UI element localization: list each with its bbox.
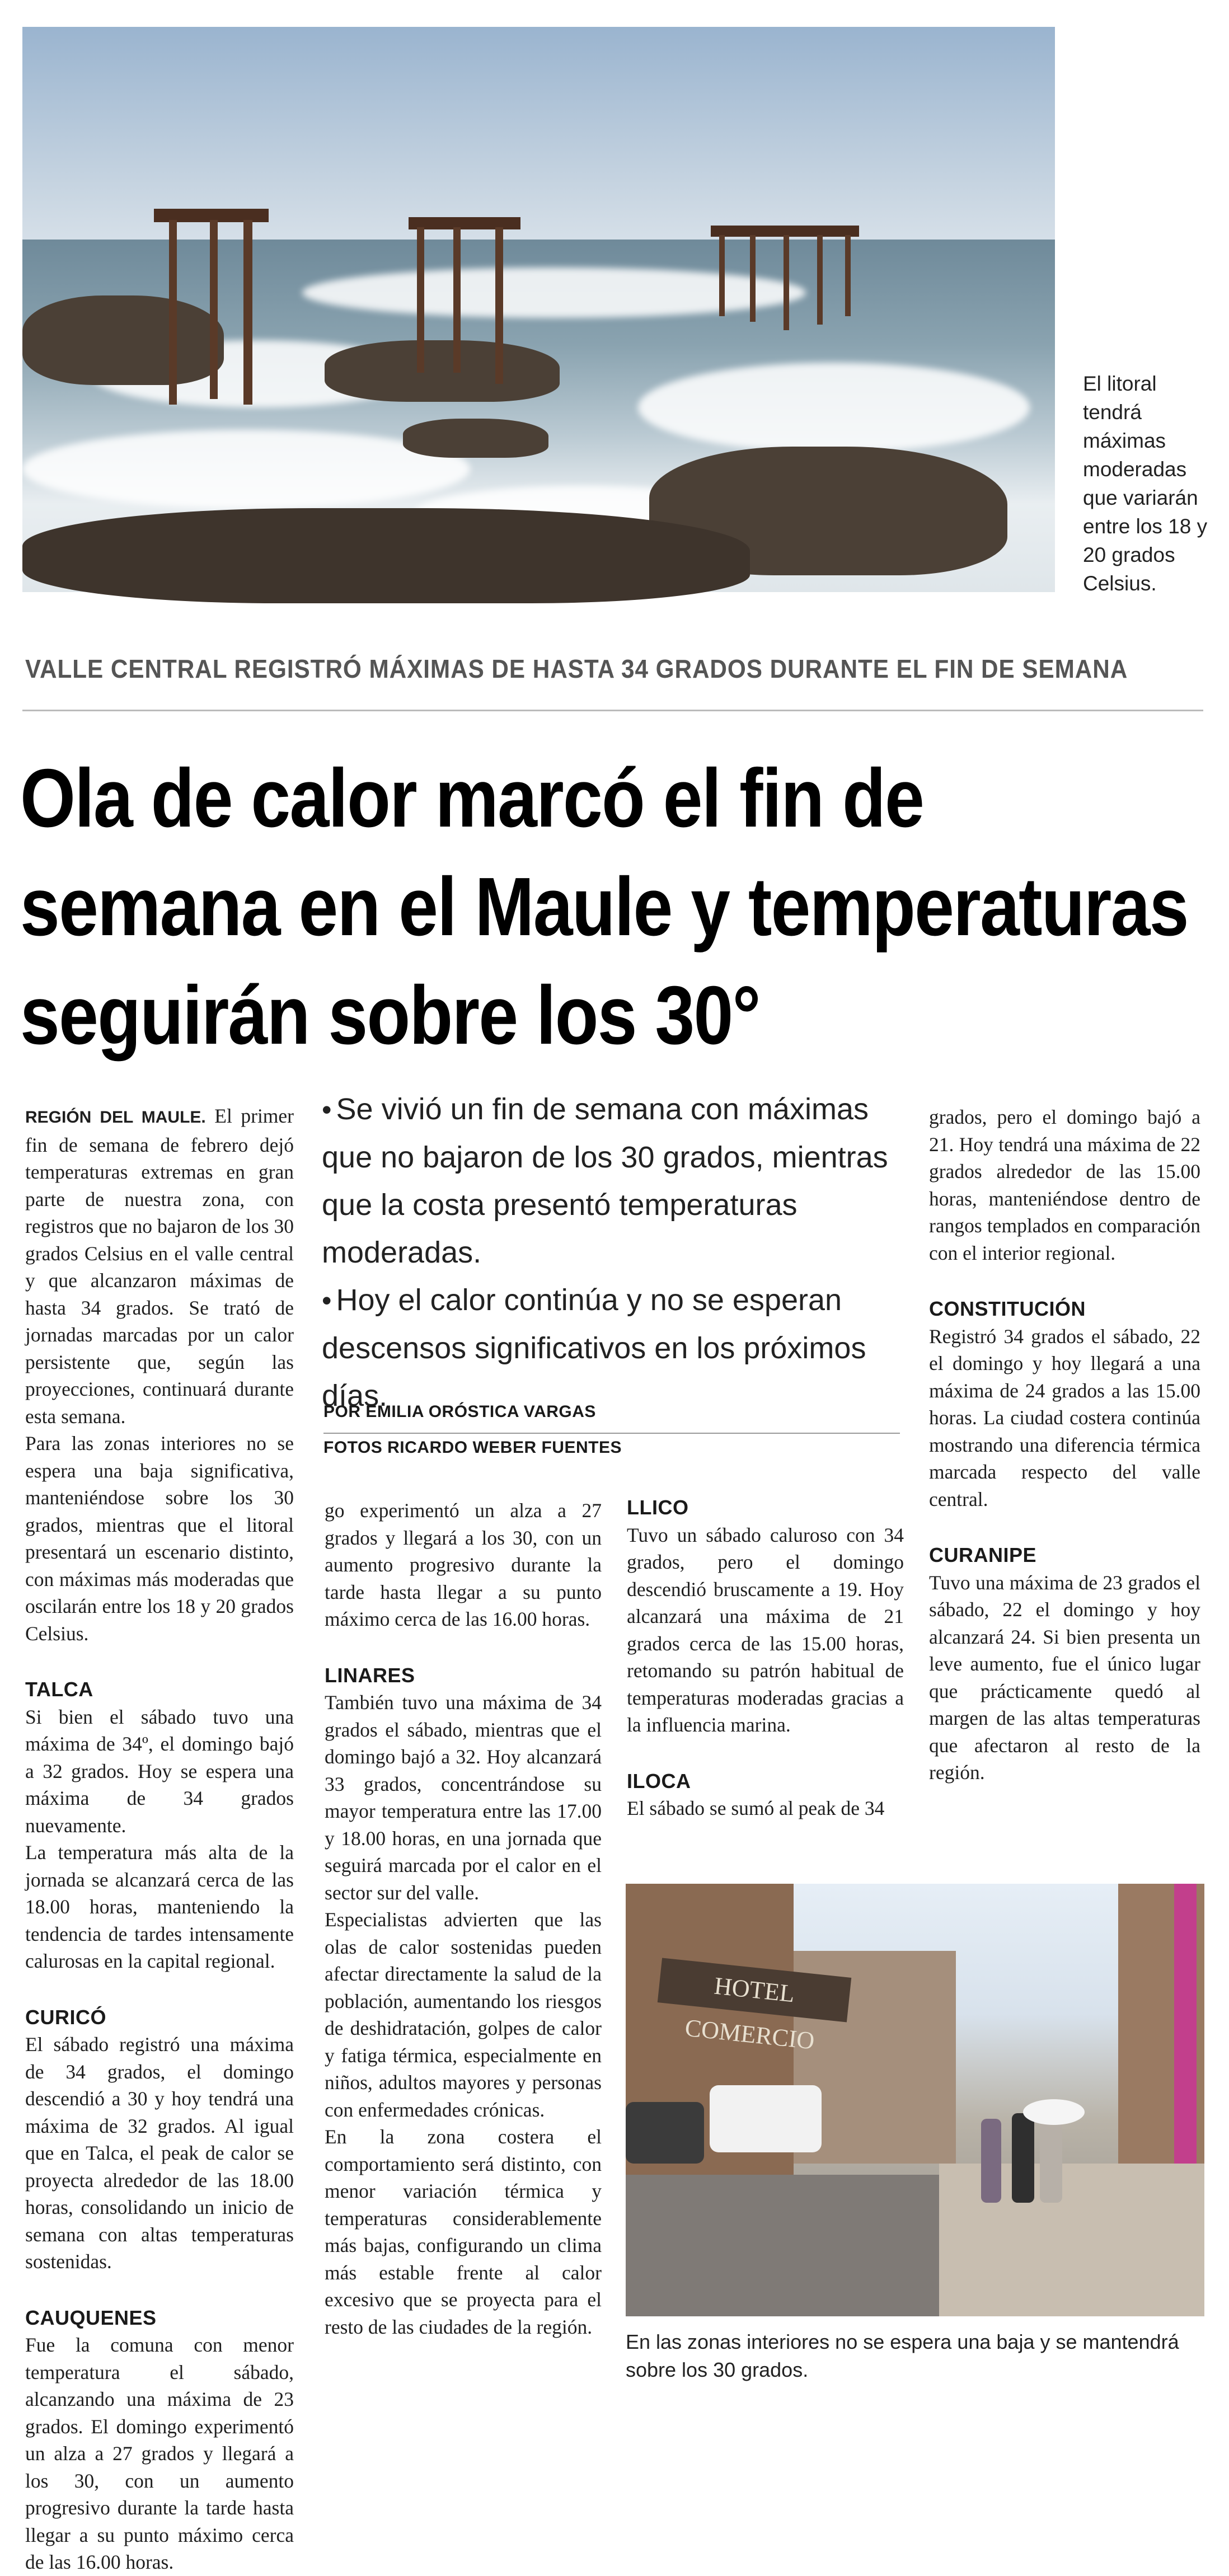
hotel-sign: HOTEL COMERCIO — [658, 1958, 851, 2022]
divider — [22, 710, 1203, 711]
section-title-curanipe: CURANIPE — [929, 1543, 1037, 1566]
section-title-llico: LLICO — [627, 1496, 689, 1519]
kicker: VALLE CENTRAL REGISTRÓ MÁXIMAS DE HASTA 34 GRADOS DURANTE EL FIN DE SEMANA — [25, 654, 1128, 683]
byline-author: POR EMILIA ORÓSTICA VARGAS — [323, 1402, 596, 1421]
section-title-constitucion: CONSTITUCIÓN — [929, 1297, 1086, 1320]
headline-line-1: Ola de calor marcó el fin de — [20, 752, 924, 844]
paragraph-continued: go experimentó un alza a 27 grados y llegará a los 30, con un aumento progresivo durante la tarde hasta llegar a su punto máximo cerca de las 16.00 horas. — [325, 1499, 602, 1630]
paragraph: También tuvo una máxima de 34 grados el sábado, mientras que el domingo bajó a 32. Hoy alcanzará 33 grados, concentrándose su mayor temperatura entre las 17.00 y 18.00 horas, en una jornada que seguirá marcada por el calor en el sector sur del valle. — [325, 1691, 602, 1904]
paragraph: Registró 34 grados el sábado, 22 el domingo y hoy llegará a una máxima de 24 grados a las 15.00 horas. La ciudad costera continúa mostrando una diferencia térmica marcada respecto del valle central. — [929, 1325, 1200, 1510]
paragraph: Tuvo una máxima de 23 grados el sábado, 22 el domingo y hoy alcanzará 24. Si bien presenta un leve aumento, fue el único lugar que prácticamente quedó al margen de las altas temperaturas que afectaron al resto de la región. — [929, 1571, 1200, 1784]
headline-line-2: semana en el Maule y temperaturas — [20, 861, 1188, 953]
paragraph: En la zona costera el comportamiento será distinto, con menor variación térmica y temperaturas considerablemente más bajas, configurando un clima más estable frente al calor excesivo que se proyecta para el resto de las ciudades de la región. — [325, 2125, 602, 2338]
paragraph: Si bien el sábado tuvo una máxima de 34º, el domingo bajó a 32 grados. Hoy se espera una máxima de 34 grados nuevamente. — [25, 1705, 294, 1837]
bullet-item: • Hoy el calor continúa y no se esperan descensos significativos en los próximos días. — [322, 1283, 866, 1413]
article-column-4 — [929, 1104, 1200, 1786]
paragraph: La temperatura más alta de la jornada se alcanzará cerca de las 18.00 horas, manteniendo la tendencia de tardes intensamente calurosas en la capital regional. — [25, 1841, 294, 1972]
section-title-curico: CURICÓ — [25, 2005, 106, 2029]
paragraph: El sábado registró una máxima de 34 grados, el domingo descendió a 30 y hoy tendrá una máxima de 32 grados. Al igual que en Talca, el peak de calor se proyecta alrededor de las 18.00 horas, consolidando un inicio de semana con altas temperaturas sostenidas. — [25, 2033, 294, 2273]
section-title-linares: LINARES — [325, 1663, 415, 1687]
photo-coastal-pier — [22, 27, 1055, 592]
article-column-3 — [627, 1494, 904, 1822]
summary-bullets — [322, 1086, 904, 1420]
article-column-2 — [325, 1497, 602, 2340]
paragraph: El sábado se sumó al peak de 34 — [627, 1797, 885, 1819]
lead-text: El primer fin de semana de febrero dejó temperaturas extremas en gran parte de nuestra zona, con registros que no bajaron de los 30 grados Celsius en el valle central y que alcanzaron máximas de hasta 34 grados. Se trató de jornadas marcadas por un calor persistente que, según las proyecciones, continuará durante esta semana. — [25, 1105, 294, 1428]
paragraph-continued: grados, pero el domingo bajó a 21. Hoy tendrá una máxima de 22 grados alrededor de las 15.00 horas, manteniéndose dentro de rangos templados en comparación con el interior regional. — [929, 1106, 1200, 1264]
photo-street-scene — [626, 1884, 1204, 2316]
byline-photos: FOTOS RICARDO WEBER FUENTES — [323, 1438, 622, 1457]
section-title-talca: TALCA — [25, 1678, 93, 1701]
headline-line-3: seguirán sobre los 30° — [20, 969, 760, 1062]
section-title-iloca: ILOCA — [627, 1769, 691, 1793]
section-title-cauquenes: CAUQUENES — [25, 2306, 157, 2329]
article-column-1 — [25, 1102, 294, 2573]
bullet-item: • Se vivió un fin de semana con máximas que no bajaron de los 30 grados, mientras que la costa presentó temperaturas moderadas. — [322, 1092, 888, 1269]
paragraph: Para las zonas interiores no se espera una baja significativa, manteniéndose sobre los 30 grados, mientras que el litoral presentará un escenario distinto, con máximas más moderadas que oscilarán entre los 18 y 20 grados Celsius. — [25, 1432, 294, 1645]
divider — [323, 1433, 900, 1434]
paragraph: Fue la comuna con menor temperatura el sábado, alcanzando una máxima de 23 grados. El domingo experimentó un alza a 27 grados y llegará a los 30, con un aumento progresivo durante la tarde hasta llegar a su punto máximo cerca de las 16.00 horas. — [25, 2334, 294, 2573]
lead-tag: REGIÓN DEL MAULE. — [25, 1108, 206, 1127]
paragraph: Tuvo un sábado caluroso con 34 grados, pero el domingo descendió bruscamente a 19. Hoy alcanzará una máxima de 21 grados cerca de las 15.00 horas, retomando su patrón habitual de temperaturas moderadas gracias a la influencia marina. — [627, 1523, 904, 1736]
paragraph: Especialistas advierten que las olas de calor sostenidas pueden afectar directamente la salud de la población, aumentando los riesgos de deshidratación, golpes de calor y fatiga térmica, especialmente en niños, adultos mayores y personas con enfermedades crónicas. — [325, 1908, 602, 2121]
headline — [20, 744, 1188, 1070]
photo-bottom-caption: En las zonas interiores no se espera una baja y se mantendrá sobre los 30 grados. — [626, 2330, 1179, 2381]
photo-top-caption: El litoral tendrá máximas moderadas que variarán entre los 18 y 20 grados Celsius. — [1083, 372, 1208, 595]
